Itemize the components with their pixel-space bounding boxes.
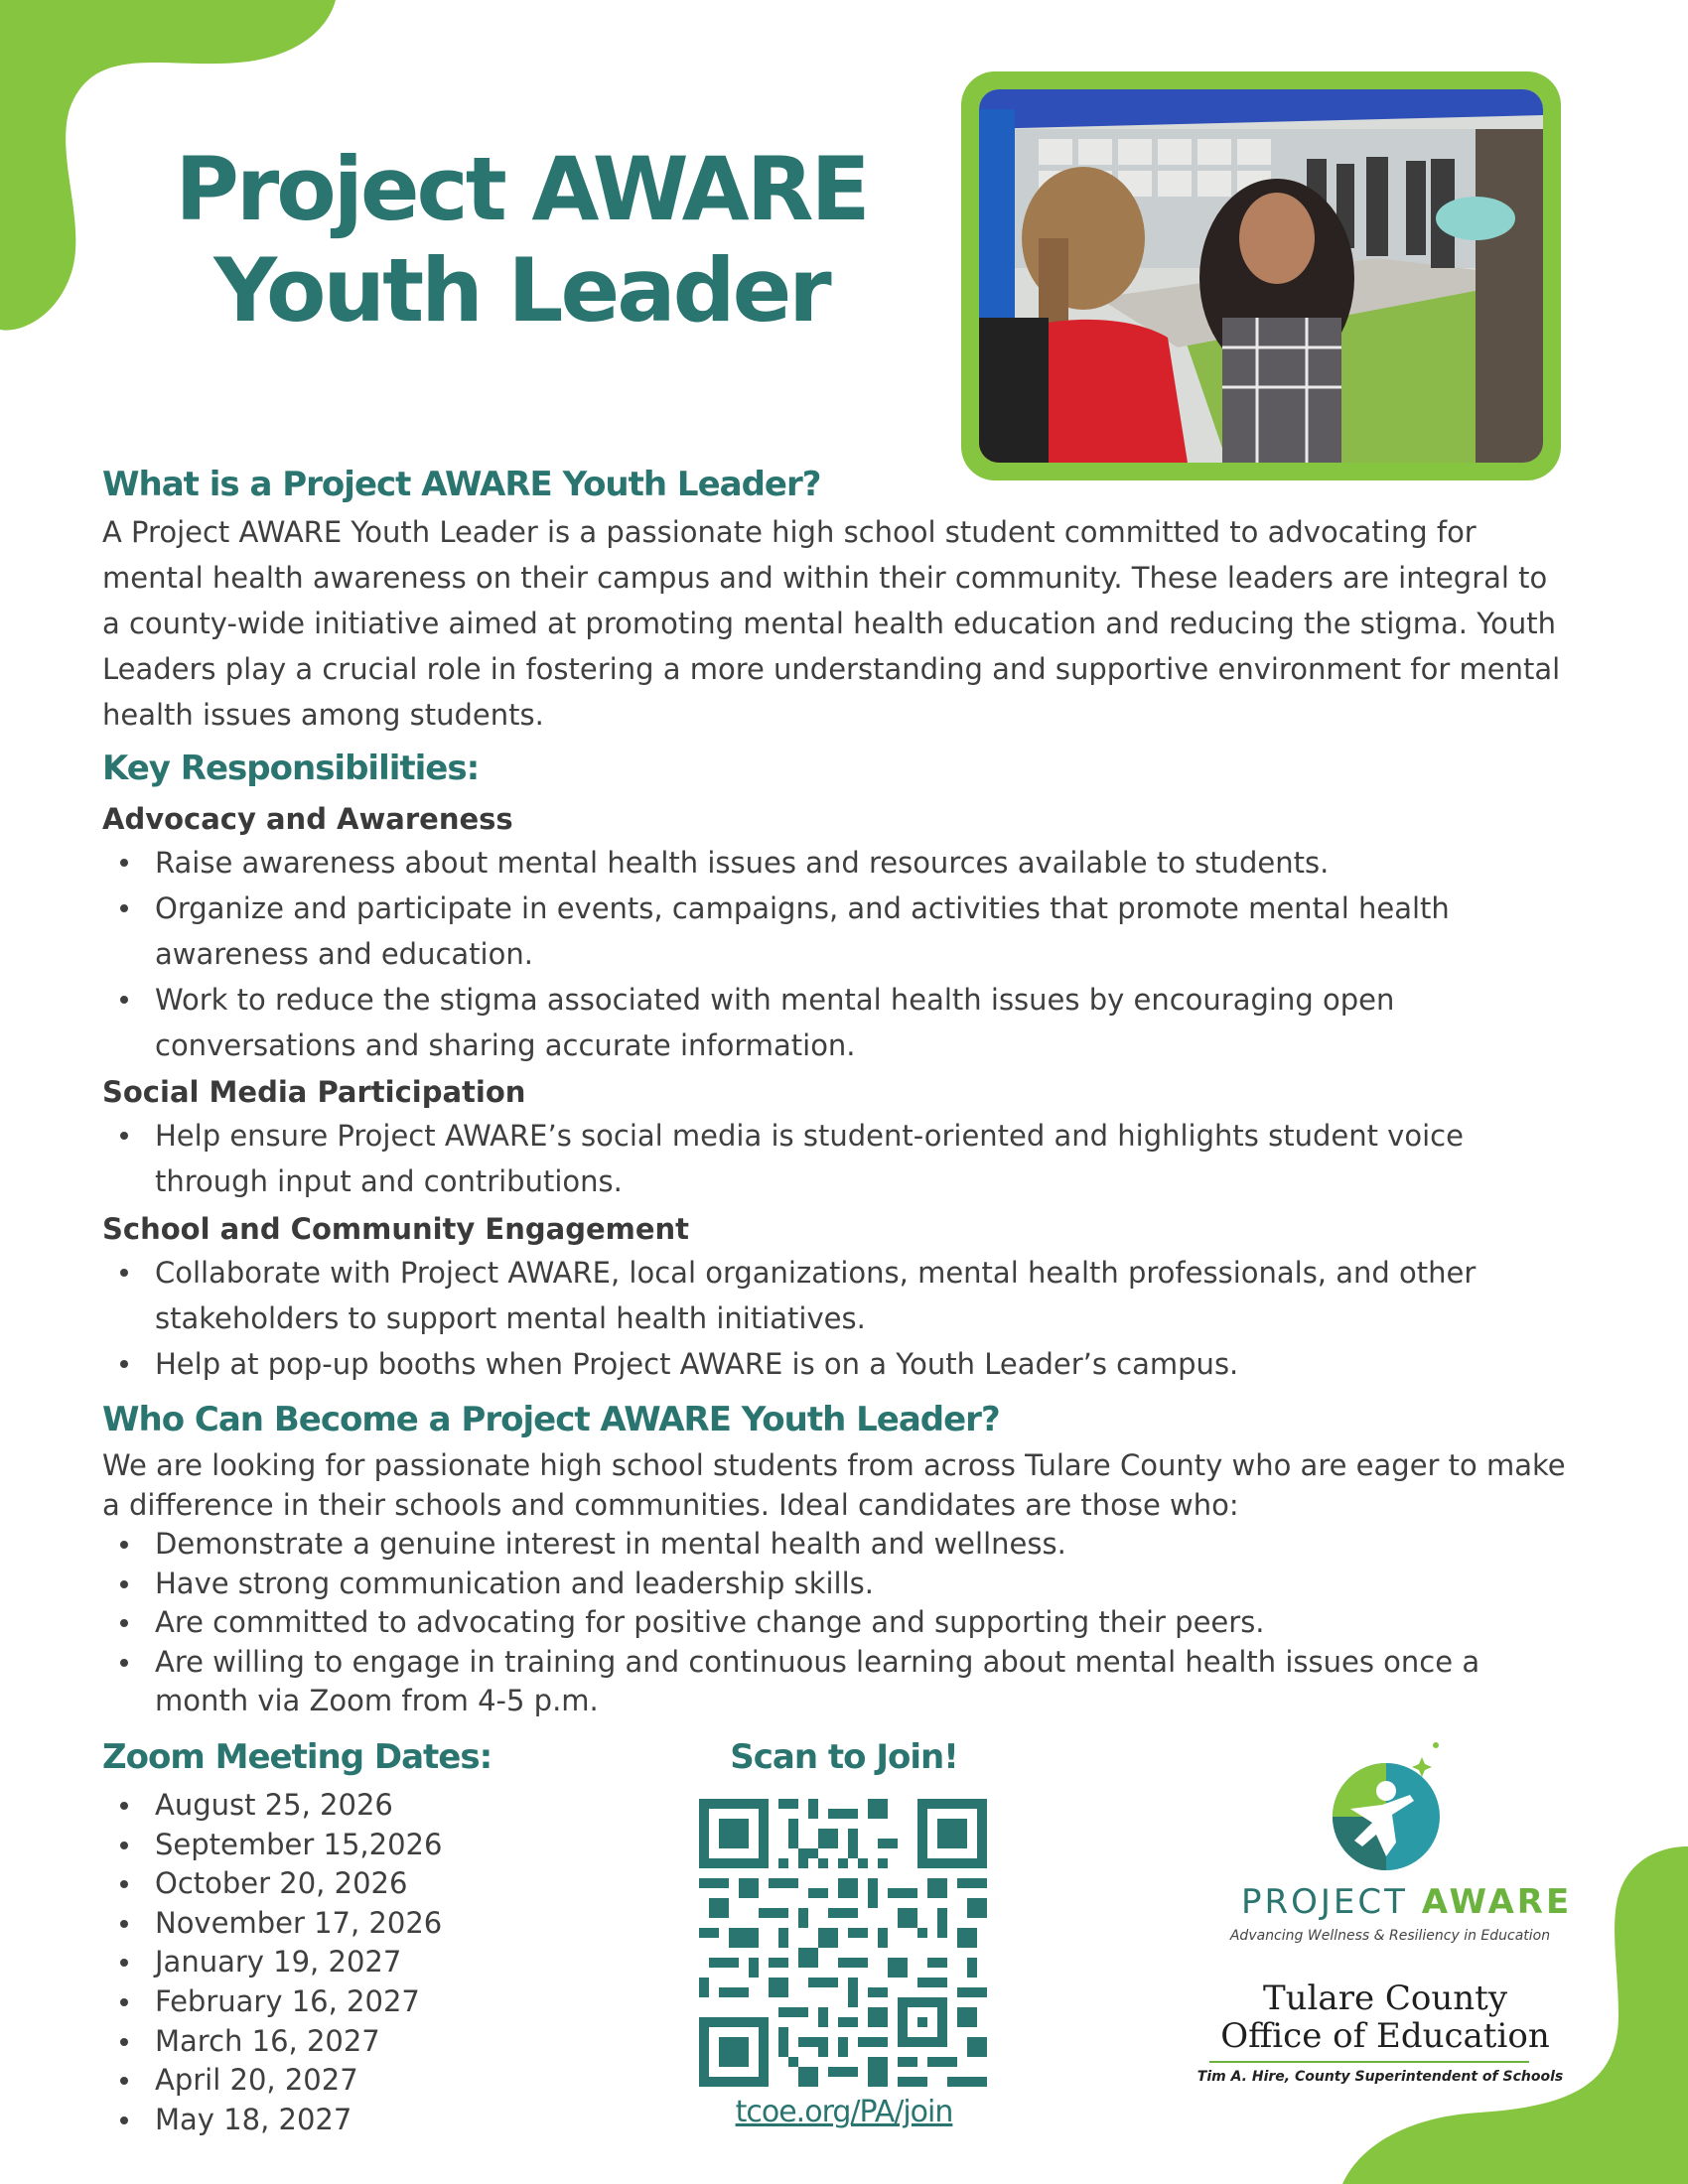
date-item: April 20, 2027 xyxy=(102,2061,1582,2101)
superintendent-line: Tim A. Hire, County Superintendent of Schools xyxy=(1196,2069,1564,2085)
tcoe-divider xyxy=(1209,2061,1529,2063)
advocacy-list xyxy=(102,840,1582,1068)
list-item: Help ensure Project AWARE’s social media is student-oriented and highlights student voice through input and contributions. xyxy=(102,1113,1582,1204)
date-item: February 16, 2027 xyxy=(102,1982,1582,2022)
list-item: Have strong communication and leadership skills. xyxy=(102,1565,1582,1604)
what-body: A Project AWARE Youth Leader is a passionate high school student committed to advocating for mental health awareness on their campus and within their community. These leaders are integral to a county-wide initiative aimed at promoting mental health education and reducing the stigma. Youth Leaders play a crucial role in fostering a more understanding and supportive environment for mental health issues among students. xyxy=(102,515,1561,732)
section-social-media-title: Social Media Participation xyxy=(102,1075,526,1109)
social-media-list xyxy=(102,1113,1582,1204)
list-item: Demonstrate a genuine interest in mental health and wellness. xyxy=(102,1525,1582,1565)
candidate-list xyxy=(102,1525,1582,1721)
scan-heading: Scan to Join! xyxy=(730,1737,958,1777)
date-item: October 20, 2026 xyxy=(102,1864,1582,1904)
list-item: Work to reduce the stigma associated with mental health issues by encouraging open conversations and sharing accurate information. xyxy=(102,977,1582,1068)
responsibilities-heading: Key Responsibilities: xyxy=(102,749,480,788)
date-item: May 18, 2027 xyxy=(102,2101,1582,2140)
date-item: September 15,2026 xyxy=(102,1826,1582,1865)
student-photo xyxy=(961,71,1561,480)
date-item: August 25, 2026 xyxy=(102,1786,1582,1826)
list-item: Are willing to engage in training and continuous learning about mental health issues once a month via Zoom from 4-5 p.m. xyxy=(102,1643,1582,1721)
date-item: January 19, 2027 xyxy=(102,1943,1582,1982)
section-advocacy-title: Advocacy and Awareness xyxy=(102,802,513,836)
tcoe-line-2: Office of Education xyxy=(1220,2016,1550,2056)
list-item: Collaborate with Project AWARE, local organizations, mental health professionals, and other stakeholders to support mental health initiatives. xyxy=(102,1250,1582,1341)
page-title xyxy=(104,139,938,341)
zoom-heading: Zoom Meeting Dates: xyxy=(102,1737,492,1777)
project-aware-logo-icon xyxy=(1201,1739,1579,1878)
list-item: Are committed to advocating for positive change and supporting their peers. xyxy=(102,1603,1582,1643)
project-aware-tagline: Advancing Wellness & Resiliency in Education xyxy=(1229,1928,1551,1944)
list-item: Help at pop-up booths when Project AWARE is on a Youth Leader’s campus. xyxy=(102,1341,1582,1387)
engagement-list xyxy=(102,1250,1582,1387)
qr-code[interactable] xyxy=(699,1799,987,2087)
tcoe-line-1: Tulare County xyxy=(1262,1979,1508,2018)
project-aware-wordmark xyxy=(1241,1882,1573,1922)
list-item: Organize and participate in events, campaigns, and activities that promote mental health awareness and education. xyxy=(102,886,1582,977)
title-line-1: Project AWARE xyxy=(175,138,868,240)
list-item: Raise awareness about mental health issues and resources available to students. xyxy=(102,840,1582,886)
join-link[interactable]: tcoe.org/PA/join xyxy=(735,2095,953,2129)
aware-word: AWARE xyxy=(1421,1882,1573,1922)
date-item: March 16, 2027 xyxy=(102,2022,1582,2062)
section-engagement-title: School and Community Engagement xyxy=(102,1212,690,1246)
what-heading: What is a Project AWARE Youth Leader? xyxy=(102,465,821,504)
tcoe-logo xyxy=(1196,1979,1574,2055)
who-heading: Who Can Become a Project AWARE Youth Leader? xyxy=(102,1400,1000,1439)
project-word: PROJECT xyxy=(1241,1882,1408,1922)
title-line-2: Youth Leader xyxy=(213,239,829,341)
who-intro: We are looking for passionate high school students from across Tulare County who are eager to make a difference in their schools and communities. Ideal candidates are those who: xyxy=(102,1448,1566,1522)
date-item: November 17, 2026 xyxy=(102,1904,1582,1944)
